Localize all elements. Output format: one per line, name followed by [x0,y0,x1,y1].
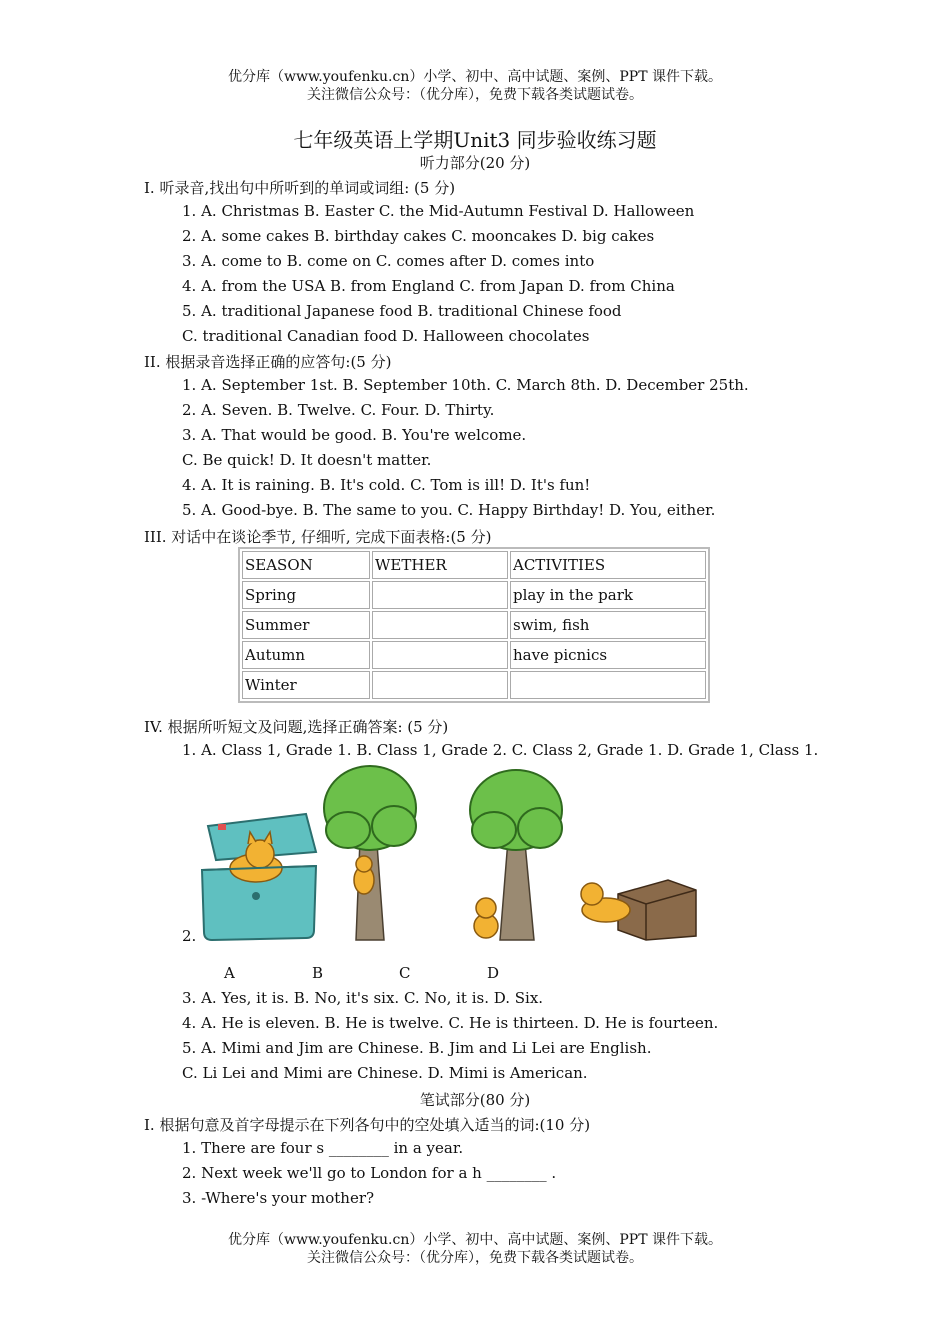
picture-label-b: B [312,964,324,982]
part2-item: 3. A. That would be good. B. You're welcome. [182,426,527,444]
picture-a-cat-in-box [202,814,316,940]
writing1-heading: I. 根据句意及首字母提示在下列各句中的空处填入适当的词:(10 分) [144,1116,591,1134]
part4-heading: IV. 根据所听短文及问题,选择正确答案: (5 分) [144,718,449,736]
picture-c-cat-under-tree [470,770,562,940]
picture-label-d: D [487,964,500,982]
table-cell: play in the park [510,581,706,609]
part2-item: 5. A. Good-bye. B. The same to you. C. Happy Birthday! D. You, either. [182,501,716,519]
picture-d-cat-beside-crate [581,880,696,940]
picture-label-c: C [399,964,411,982]
page-title: 七年级英语上学期Unit3 同步验收练习题 [293,128,657,152]
part3-heading: III. 对话中在谈论季节, 仔细听, 完成下面表格:(5 分) [144,528,492,546]
part1-item: 3. A. come to B. come on C. comes after D. comes into [182,252,595,270]
table-row [242,581,706,609]
table-cell: Summer [242,611,370,639]
part1-item: 5. A. traditional Japanese food B. traditional Chinese food [182,302,622,320]
table-header-row [242,551,706,579]
picture-label-a: A [224,964,235,982]
part1-item: C. traditional Canadian food D. Halloween chocolates [182,327,590,345]
table-row [242,641,706,669]
part2-item: C. Be quick! D. It doesn't matter. [182,451,432,469]
table-cell [510,671,706,699]
part4-item: 3. A. Yes, it is. B. No, it's six. C. No, it is. D. Six. [182,989,544,1007]
part1-heading: I. 听录音,找出句中所听到的单词或词组: (5 分) [144,179,456,197]
table-row [242,611,706,639]
part4-item: 1. A. Class 1, Grade 1. B. Class 1, Grade 2. C. Class 2, Grade 1. D. Grade 1, Class 1. [182,741,819,759]
header-line-2: 关注微信公众号：（优分库），免费下载各类试题试卷。 [307,87,643,103]
part1-item: 4. A. from the USA B. from England C. from Japan D. from China [182,277,675,295]
writing-heading: 笔试部分(80 分) [419,1091,531,1109]
table-cell [372,641,508,669]
part4-item: 5. A. Mimi and Jim are Chinese. B. Jim and Li Lei are English. [182,1039,652,1057]
table-cell: swim, fish [510,611,706,639]
part2-item: 2. A. Seven. B. Twelve. C. Four. D. Thirty. [182,401,495,419]
part1-item: 2. A. some cakes B. birthday cakes C. mooncakes D. big cakes [182,227,655,245]
part1-item: 1. A. Christmas B. Easter C. the Mid-Autumn Festival D. Halloween [182,202,695,220]
table-cell [372,671,508,699]
table-header-cell: SEASON [242,551,370,579]
writing1-item: 3. -Where's your mother? [182,1189,375,1207]
table-cell: Spring [242,581,370,609]
table-header-cell: ACTIVITIES [510,551,706,579]
table-cell [372,581,508,609]
part2-item: 4. A. It is raining. B. It's cold. C. Tom is ill! D. It's fun! [182,476,591,494]
table-cell: Autumn [242,641,370,669]
footer-line-2: 关注微信公众号：（优分库），免费下载各类试题试卷。 [307,1250,643,1266]
table-cell [372,611,508,639]
footer-line-1: 优分库（www.youfenku.cn）小学、初中、高中试题、案例、PPT 课件下载。 [227,1232,722,1248]
writing1-item: 2. Next week we'll go to London for a h ________ . [182,1164,557,1182]
table-cell: Winter [242,671,370,699]
part2-heading: II. 根据录音选择正确的应答句:(5 分) [144,353,392,371]
cat-position-pictures [198,760,708,950]
picture-b-cat-on-tree [324,766,416,940]
table-header-cell: WETHER [372,551,508,579]
writing1-item: 1. There are four s ________ in a year. [182,1139,464,1157]
table-row [242,671,706,699]
table-cell: have picnics [510,641,706,669]
part2-item: 1. A. September 1st. B. September 10th. C. March 8th. D. December 25th. [182,376,749,394]
header-line-1: 优分库（www.youfenku.cn）小学、初中、高中试题、案例、PPT 课件下载。 [227,69,722,85]
part4-item: C. Li Lei and Mimi are Chinese. D. Mimi is American. [182,1064,588,1082]
season-table [238,547,710,703]
part4-item: 4. A. He is eleven. B. He is twelve. C. He is thirteen. D. He is fourteen. [182,1014,719,1032]
listening-heading: 听力部分(20 分) [419,154,531,172]
part4-item-2-number: 2. [182,927,197,945]
